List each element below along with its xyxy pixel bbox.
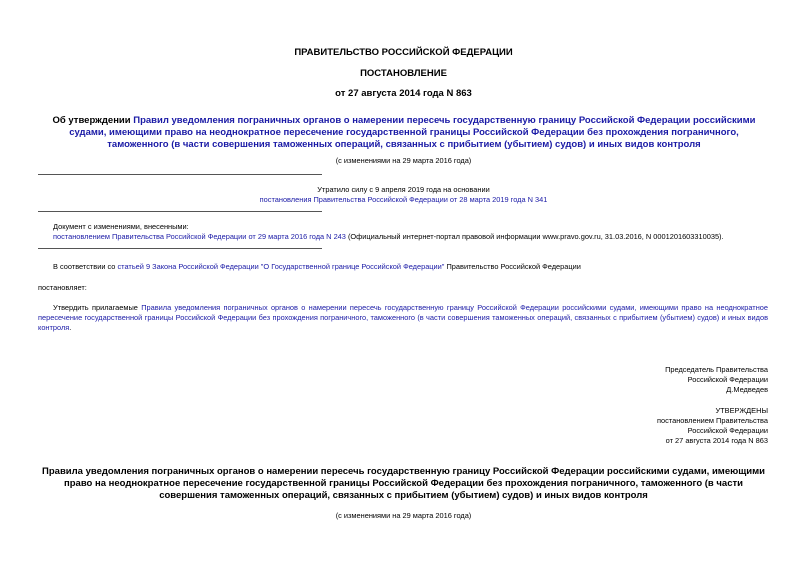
government-heading: ПРАВИТЕЛЬСТВО РОССИЙСКОЙ ФЕДЕРАЦИИ [294,47,513,58]
amending-decree-link[interactable]: постановлением Правительства Российской Федерации от 29 марта 2016 года N 243 [53,232,346,241]
signature-name: Д.Медведев [726,385,768,394]
title-rules-link[interactable]: Правил уведомления пограничных органов о намерении пересечь государственную границу Российской Федерации российскими судами, имеющими право на неоднократное пересечение государственной границы Российской Федерации без прохождения пограничного, таможенного (в части совершения таможенных операций, связанных с прибытием (убытием) судов) и иных видов контроля [69,115,756,150]
legal-basis-suffix: Правительство Российской Федерации [444,262,581,271]
document-date-heading: от 27 августа 2014 года N 863 [335,88,472,99]
signature-position: Председатель Правительства [665,365,768,374]
title-prefix: Об утверждении [52,115,134,126]
lost-force-link[interactable]: постановления Правительства Российской Федерации от 28 марта 2019 года N 341 [259,195,548,204]
separator-line [38,211,322,212]
amended-by-intro: Документ с изменениями, внесенными: [53,222,189,231]
separator-line [38,248,322,249]
rules-title: Правила уведомления пограничных органов о намерении пересечь государственную границу Российской Федерации российскими судами, имеющими право на неоднократное пересечение государственной границы Российской Федерации без прохождения пограничного, таможенного (в части совершения таможенных операций, связанных с прибытием (убытием) судов) и иных видов контроля [42,466,765,501]
approve-prefix: Утвердить прилагаемые [53,303,142,312]
approved-date: от 27 августа 2014 года N 863 [665,436,768,445]
border-law-link[interactable]: статьей 9 Закона Российской Федерации "О Государственной границе Российской Федерации" [117,262,445,271]
approved-rules-link[interactable]: Правила уведомления пограничных органов о намерении пересечь государственную границу Российской Федерации российскими судами, имеющими право на неоднократное пересечение государственной границы Российской Федерации без прохождения пограничного, таможенного (в части совершения таможенных операций, связанных с прибытием (убытием) судов) и иных видов контроля [38,303,768,332]
resolves-word: постановляет: [38,283,87,292]
separator-line [38,174,322,175]
approve-suffix: . [69,323,72,332]
approved-country: Российской Федерации [687,426,768,435]
rules-amendments-note: (с изменениями на 29 марта 2016 года) [335,511,472,520]
lost-force-note: Утратило силу с 9 апреля 2019 года на основании [317,185,490,194]
legal-basis-prefix: В соответствии со [53,262,118,271]
legal-basis-paragraph [53,262,773,272]
approve-paragraph [38,303,768,333]
approved-by: постановлением Правительства [657,416,768,425]
approved-heading: УТВЕРЖДЕНЫ [715,406,768,415]
amended-by-line [53,232,783,242]
signature-country: Российской Федерации [687,375,768,384]
document-title [50,115,758,151]
document-type-heading: ПОСТАНОВЛЕНИЕ [360,68,447,79]
amending-decree-source: (Официальный интернет-портал правовой информации www.pravo.gov.ru, 31.03.2016, N 0001201603310035). [345,232,724,241]
title-amendments-note: (с изменениями на 29 марта 2016 года) [335,156,472,165]
